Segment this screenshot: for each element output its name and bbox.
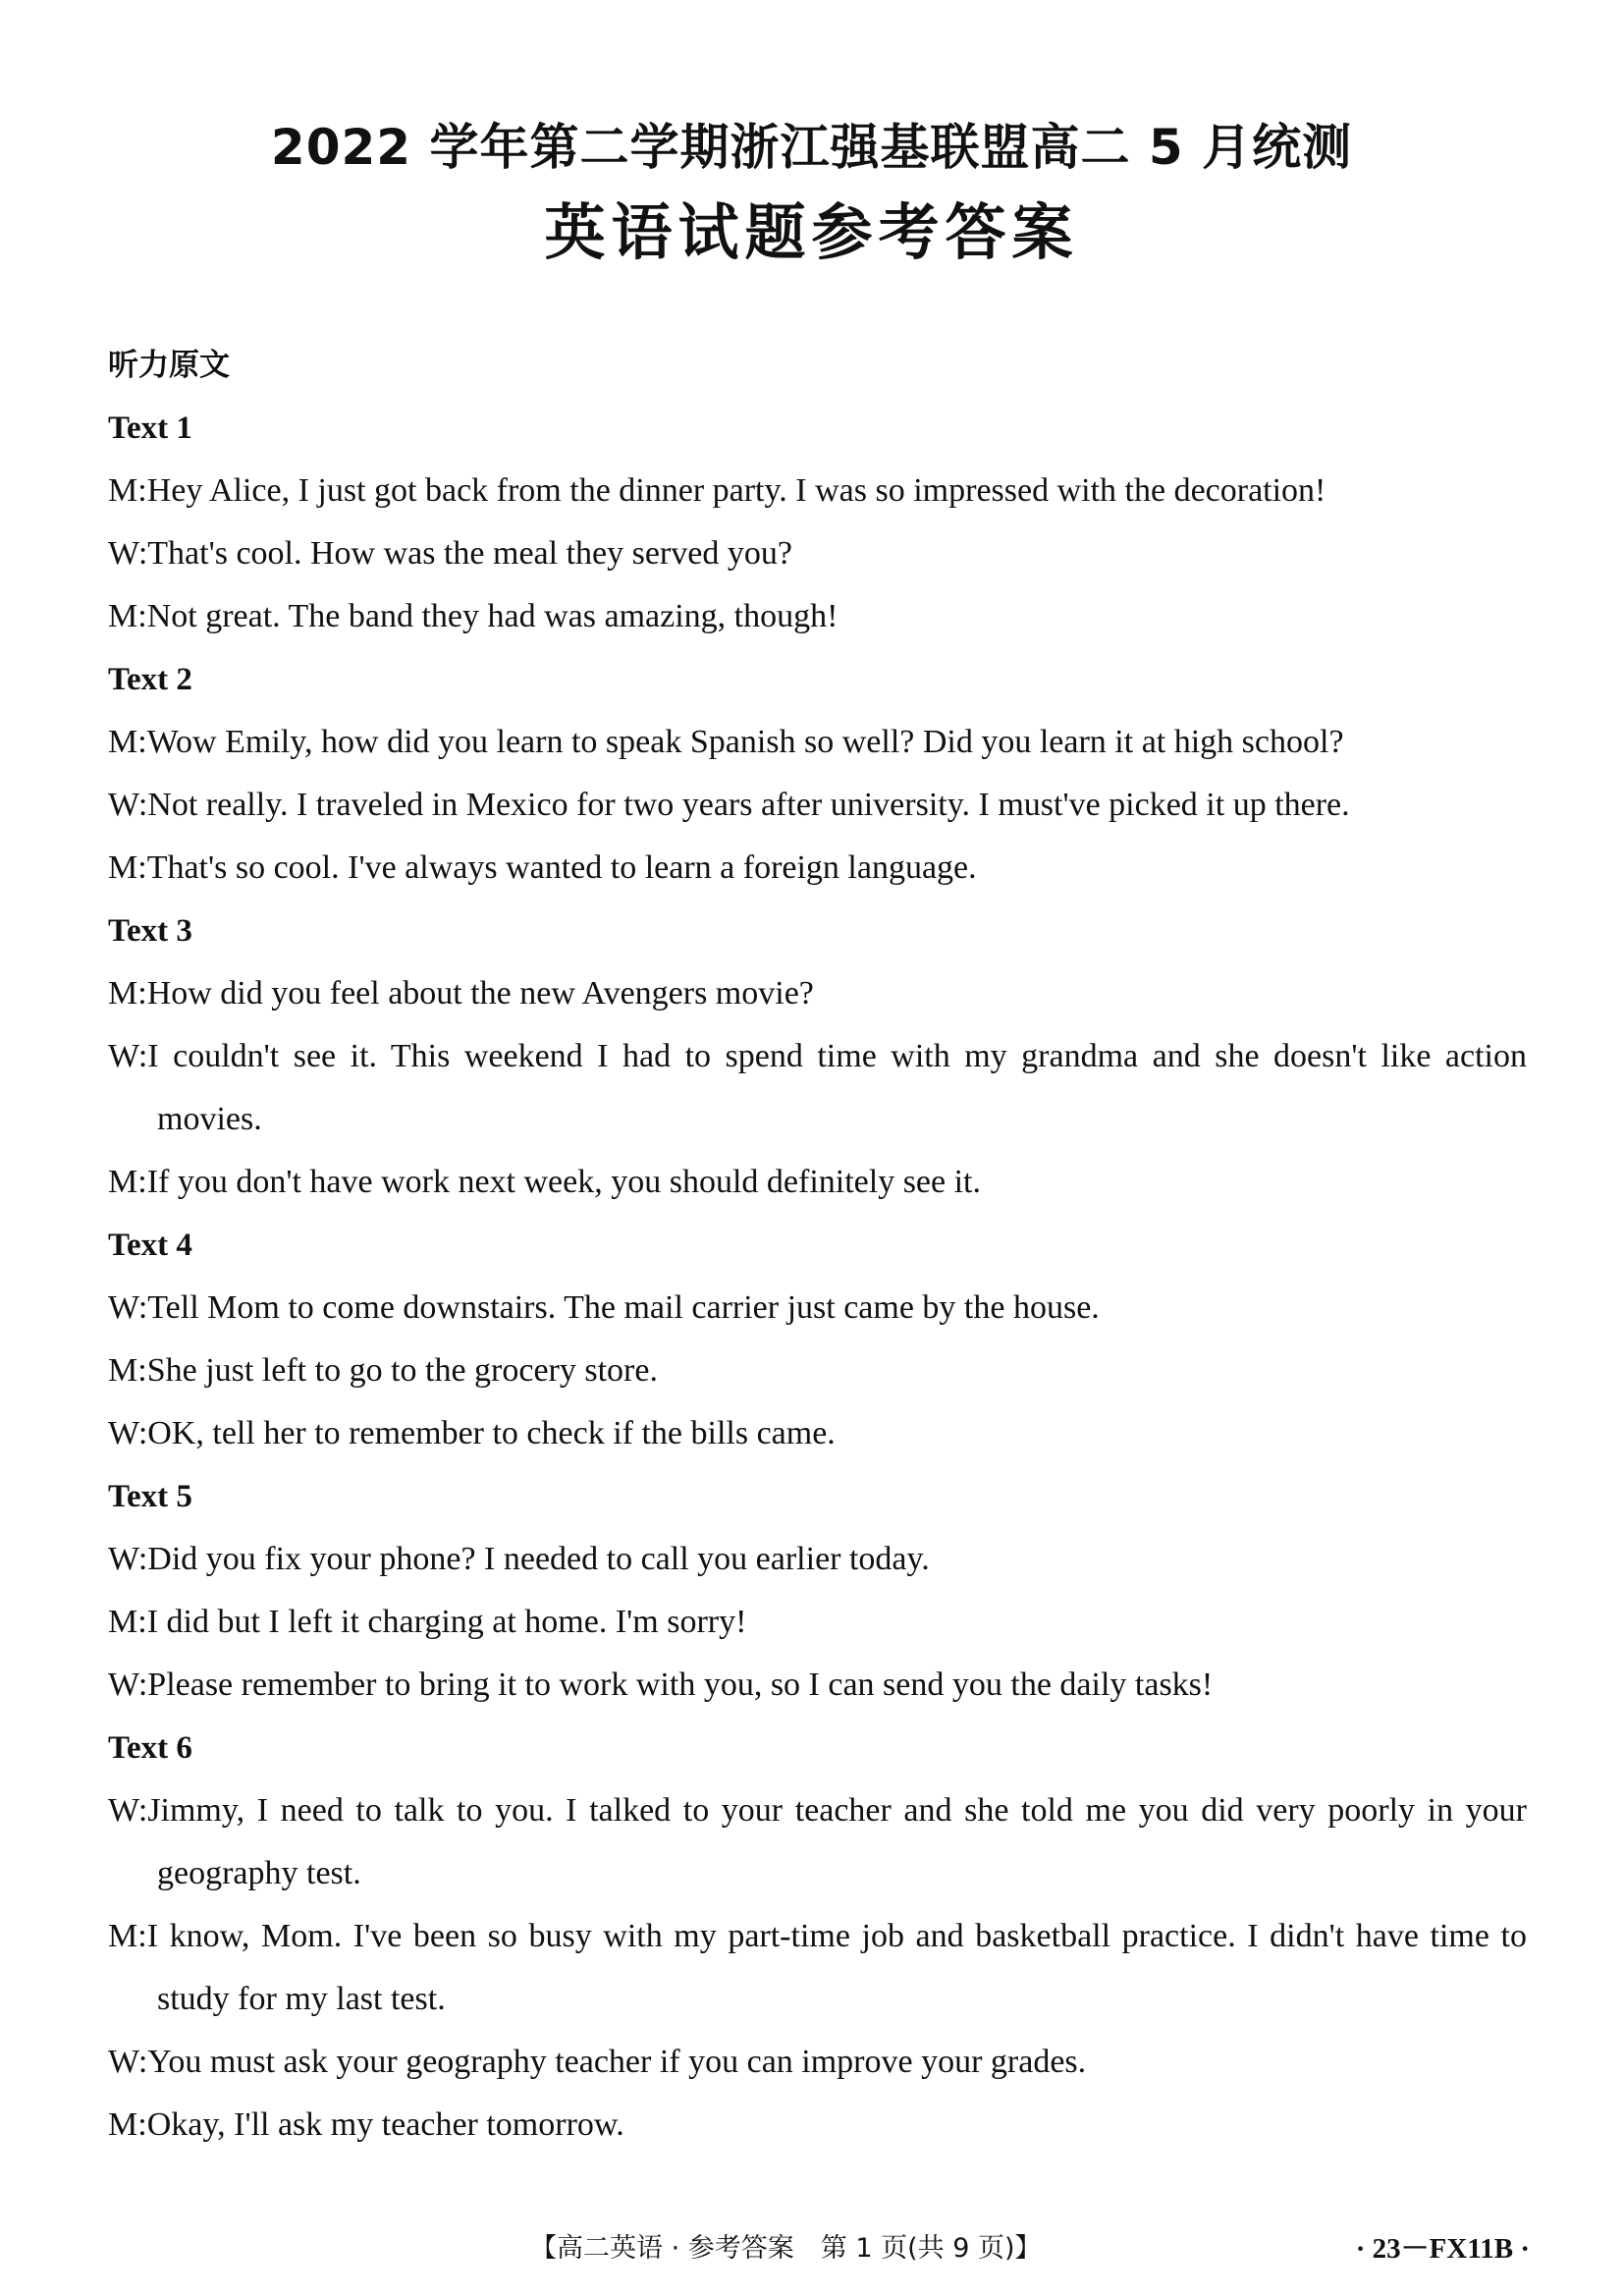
speaker-label: M: <box>108 724 147 760</box>
speaker-label: M: <box>108 1164 147 1200</box>
utterance-text: If you don't have work next week, you should definitely see it. <box>146 1164 982 1200</box>
speaker-label: M: <box>108 1918 147 1954</box>
dialogue-line <box>108 2031 1527 2094</box>
utterance-text: Jimmy, I need to talk to you. I talked to your teacher and she told me you did very poorly in your geography test. <box>147 1792 1527 1891</box>
speaker-label: M: <box>108 1604 147 1640</box>
speaker-label: M: <box>108 849 147 886</box>
speaker-label: M: <box>108 598 147 634</box>
speaker-label: W: <box>108 1415 148 1451</box>
utterance-text: You must ask your geography teacher if you can improve your grades. <box>147 2044 1087 2080</box>
dialogue-line <box>108 1402 1527 1465</box>
dialogue-line <box>108 774 1527 837</box>
text-heading: Text 5 <box>108 1479 192 1514</box>
utterance-text: I know, Mom. I've been so busy with my part-time job and basketball practice. I didn't have time to study for my last test. <box>146 1918 1527 2017</box>
utterance-text: Tell Mom to come downstairs. The mail carrier just came by the house. <box>147 1289 1100 1326</box>
utterance-text: I did but I left it charging at home. I'm sorry! <box>146 1604 747 1640</box>
text-block <box>108 1214 1527 1465</box>
utterance-text: That's cool. How was the meal they served you? <box>147 535 792 572</box>
text-block <box>108 1717 1527 2157</box>
dialogue-line <box>108 585 1527 648</box>
utterance-text: Not great. The band they had was amazing, though! <box>146 598 839 634</box>
speaker-label: W: <box>108 2044 148 2080</box>
document-subtitle: 英语试题参考答案 <box>544 196 1079 268</box>
dialogue-line <box>108 1339 1527 1402</box>
utterance-text: Okay, I'll ask my teacher tomorrow. <box>146 2106 624 2143</box>
utterance-text: Please remember to bring it to work with you, so I can send you the daily tasks! <box>147 1667 1214 1703</box>
text-heading: Text 6 <box>108 1730 192 1766</box>
text-block <box>108 1465 1527 1717</box>
page-code: · 23－FX11B · <box>1355 2233 1530 2265</box>
text-block <box>108 648 1527 900</box>
dialogue-line <box>108 1905 1527 2031</box>
text-heading: Text 4 <box>108 1228 192 1263</box>
utterance-text: Wow Emily, how did you learn to speak Spanish so well? Did you learn it at high school? <box>146 724 1344 760</box>
speaker-label: M: <box>108 472 147 509</box>
text-block <box>108 900 1527 1214</box>
dialogue-line <box>108 962 1527 1025</box>
dialogue-line <box>108 522 1527 585</box>
utterance-text: How did you feel about the new Avengers movie? <box>146 975 814 1011</box>
dialogue-line <box>108 1151 1527 1214</box>
speaker-label: W: <box>108 1541 148 1577</box>
speaker-label: W: <box>108 1667 148 1703</box>
dialogue-line <box>108 1025 1527 1151</box>
speaker-label: W: <box>108 1038 148 1074</box>
dialogue-line <box>108 2094 1527 2157</box>
text-heading: Text 1 <box>108 410 192 446</box>
dialogue-line <box>108 711 1527 774</box>
dialogue-line <box>108 1591 1527 1654</box>
speaker-label: M: <box>108 975 147 1011</box>
utterance-text: I couldn't see it. This weekend I had to spend time with my grandma and she doesn't like action movies. <box>147 1038 1527 1137</box>
text-heading: Text 2 <box>108 662 192 697</box>
text-block <box>108 397 1527 648</box>
utterance-text: Not really. I traveled in Mexico for two years after university. I must've picked it up there. <box>147 787 1350 823</box>
transcript-content <box>108 334 1527 2157</box>
utterance-text: Did you fix your phone? I needed to call you earlier today. <box>147 1541 930 1577</box>
speaker-label: W: <box>108 787 148 823</box>
speaker-label: W: <box>108 535 148 572</box>
utterance-text: OK, tell her to remember to check if the bills came. <box>147 1415 836 1451</box>
dialogue-line <box>108 1654 1527 1717</box>
speaker-label: W: <box>108 1792 148 1829</box>
dialogue-line <box>108 460 1527 522</box>
speaker-label: M: <box>108 1352 147 1389</box>
dialogue-line <box>108 1528 1527 1591</box>
speaker-label: M: <box>108 2106 147 2143</box>
utterance-text: Hey Alice, I just got back from the dinner party. I was so impressed with the decoration! <box>146 472 1326 509</box>
utterance-text: That's so cool. I've always wanted to learn a foreign language. <box>146 849 977 886</box>
dialogue-line <box>108 837 1527 900</box>
text-heading: Text 3 <box>108 913 192 949</box>
document-title: 2022 学年第二学期浙江强基联盟高二 5 月统测 <box>270 119 1353 176</box>
page-footer: 【高二英语 · 参考答案 第 1 页(共 9 页)】 <box>530 2233 1042 2264</box>
dialogue-line <box>108 1277 1527 1339</box>
section-heading: 听力原文 <box>108 348 230 383</box>
texts-container <box>108 397 1527 2157</box>
utterance-text: She just left to go to the grocery store. <box>146 1352 658 1389</box>
dialogue-line <box>108 1779 1527 1905</box>
speaker-label: W: <box>108 1289 148 1326</box>
